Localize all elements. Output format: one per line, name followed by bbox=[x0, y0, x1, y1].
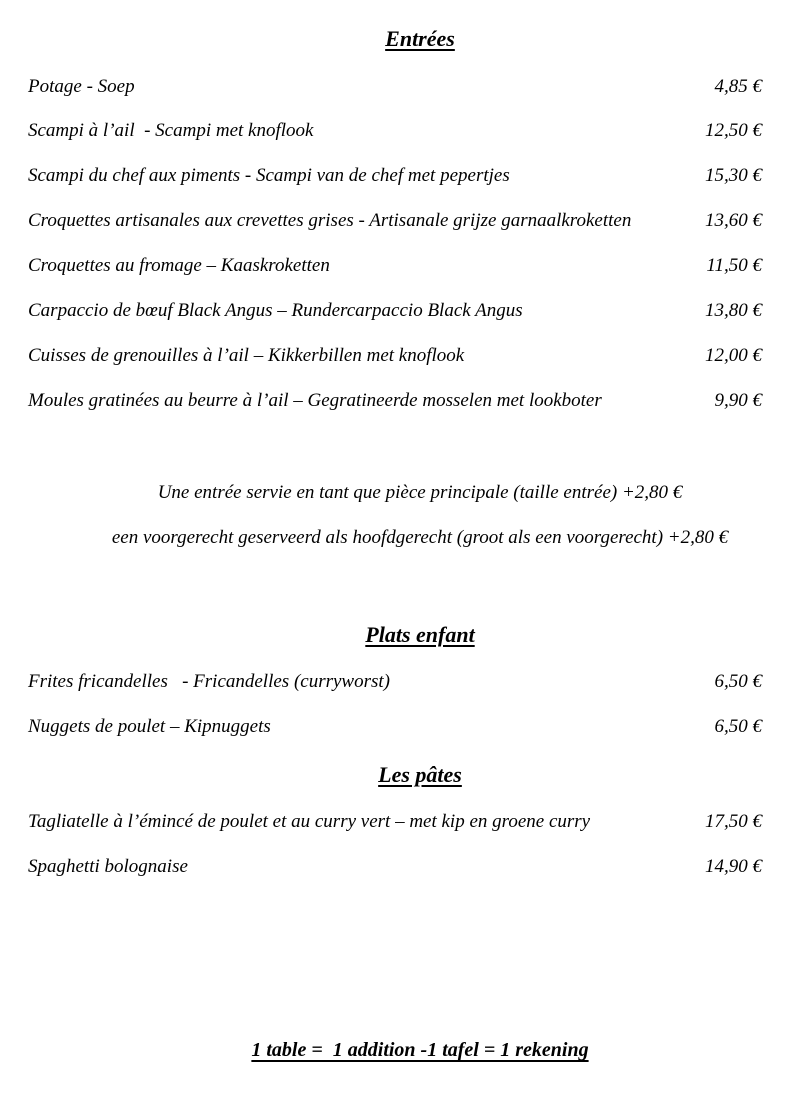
dish-name: Croquettes au fromage – Kaaskroketten bbox=[28, 255, 330, 276]
section-title-plats-enfant-text: Plats enfant bbox=[365, 622, 475, 647]
section-title-entrees bbox=[40, 25, 800, 53]
footer-note bbox=[40, 1036, 800, 1064]
dish-name: Croquettes artisanales aux crevettes grises - Artisanale grijze garnaalkroketten bbox=[28, 210, 632, 231]
dish-price: 4,85 € bbox=[714, 76, 762, 97]
section-title-les-pates bbox=[40, 761, 800, 789]
dish-price: 6,50 € bbox=[714, 716, 762, 737]
dish-name: Potage - Soep bbox=[28, 76, 135, 97]
section-title-les-pates-text: Les pâtes bbox=[378, 762, 462, 787]
dish-price: 9,90 € bbox=[714, 390, 762, 411]
menu-item-row bbox=[28, 119, 762, 143]
dish-name: Tagliatelle à l’émincé de poulet et au curry vert – met kip en groene curry bbox=[28, 811, 591, 832]
section-title-entrees-text: Entrées bbox=[385, 26, 455, 51]
dish-name: Spaghetti bolognaise bbox=[28, 856, 188, 877]
dish-name: Moules gratinées au beurre à l’ail – Gegratineerde mosselen met lookboter bbox=[28, 390, 602, 411]
entree-size-note-fr: Une entrée servie en tant que pièce principale (taille entrée) +2,80 € bbox=[157, 482, 683, 503]
menu-item-row bbox=[28, 209, 762, 233]
dish-name: Cuisses de grenouilles à l’ail – Kikkerbillen met knoflook bbox=[28, 345, 465, 366]
menu-item-row bbox=[28, 855, 762, 879]
menu-item-row bbox=[28, 670, 762, 694]
menu-item-row bbox=[28, 75, 762, 99]
dish-price: 6,50 € bbox=[714, 671, 762, 692]
dish-price: 13,80 € bbox=[705, 300, 762, 321]
dish-name: Carpaccio de bœuf Black Angus – Rundercarpaccio Black Angus bbox=[28, 300, 523, 321]
dish-name: Frites fricandelles - Fricandelles (curryworst) bbox=[28, 671, 390, 692]
footer-note-text: 1 table = 1 addition -1 tafel = 1 rekening bbox=[251, 1039, 589, 1061]
menu-item-row bbox=[28, 389, 762, 413]
menu-item-row bbox=[28, 715, 762, 739]
menu-item-row bbox=[28, 344, 762, 368]
dish-name: Scampi à l’ail - Scampi met knoflook bbox=[28, 120, 314, 141]
dish-price: 15,30 € bbox=[705, 165, 762, 186]
dish-name: Scampi du chef aux piments - Scampi van de chef met pepertjes bbox=[28, 165, 510, 186]
section-title-plats-enfant bbox=[40, 621, 800, 649]
dish-price: 11,50 € bbox=[706, 255, 762, 276]
menu-item-row bbox=[28, 810, 762, 834]
dish-price: 14,90 € bbox=[705, 856, 762, 877]
dish-price: 17,50 € bbox=[705, 811, 762, 832]
dish-price: 13,60 € bbox=[705, 210, 762, 231]
menu-item-row bbox=[28, 164, 762, 188]
menu-item-row bbox=[28, 254, 762, 278]
dish-price: 12,00 € bbox=[705, 345, 762, 366]
dish-name: Nuggets de poulet – Kipnuggets bbox=[28, 716, 271, 737]
entree-size-note-nl: een voorgerecht geserveerd als hoofdgerecht (groot als een voorgerecht) +2,80 € bbox=[111, 527, 729, 548]
menu-item-row bbox=[28, 299, 762, 323]
dish-price: 12,50 € bbox=[705, 120, 762, 141]
